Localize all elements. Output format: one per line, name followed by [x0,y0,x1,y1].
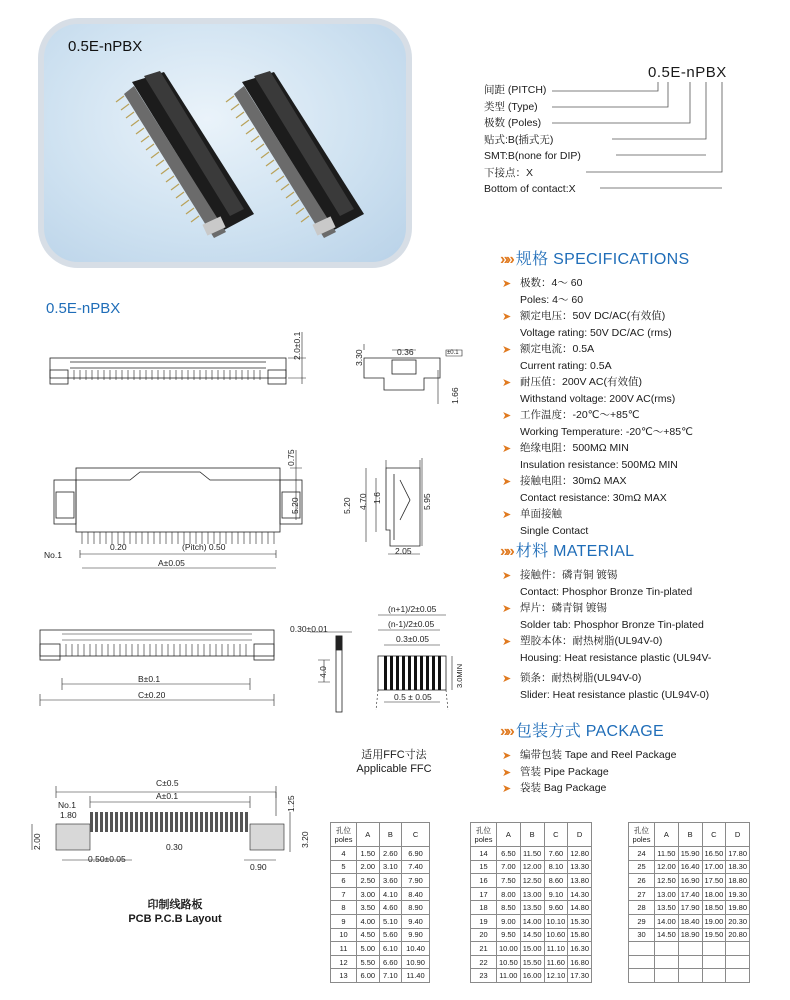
table-row: 11 5.00 6.10 10.40 [331,942,430,956]
triangle-arrow-icon: ➤ [502,410,512,422]
triangle-arrow-icon: ➤ [502,344,512,356]
triangle-arrow-icon: ➤ [502,377,512,389]
spec-item: ➤ 接触电阻：30mΩ MAX Contact resistance: 30mΩ MAX [502,475,667,504]
dim-label: C±0.5 [156,778,179,788]
front-view-drawing [50,332,306,384]
triangle-arrow-icon: ➤ [502,603,512,615]
top-view-drawing [54,450,302,568]
table-row: 9 4.00 5.10 9.40 [331,914,430,928]
dim-label: 1.25 [286,795,296,812]
table-row: 16 7.50 12.50 8.60 13.80 [471,874,592,888]
specifications-heading: »» 规格 SPECIFICATIONS [500,251,690,268]
dimension-table-1 [330,822,430,983]
table-header: A [357,823,380,847]
dim-label: 5.20 [290,497,300,514]
table-row: 20 9.50 14.50 10.60 15.80 [471,928,592,942]
triangle-arrow-icon: ➤ [502,443,512,455]
dim-label: 3.0MIN [455,663,464,688]
specifications-list [500,275,693,539]
table-header: 孔位 poles [471,823,497,847]
pcb-caption: 印制线路板 PCB P.C.B Layout [128,899,222,925]
dim-label: 0.36 [397,347,414,357]
material-item: ➤ 接触件：磷青铜 镀锡 Contact: Phosphor Bronze Tin-plated [502,569,693,598]
spec-item: ➤ 耐压值：200V AC(有效值) Withstand voltage: 200V AC(rms) [502,376,676,405]
dim-label: 0.20 [110,542,127,552]
triangle-arrow-icon: ➤ [502,783,512,795]
table-row: 15 7.00 12.00 8.10 13.30 [471,860,592,874]
dim-label: 0.3±0.05 [396,634,430,644]
dim-label: 0.30±0.01 [290,624,328,634]
table-header: B [678,823,702,847]
package-item: ➤ 袋装 Bag Package [500,780,676,797]
spec-item: ➤ 工作温度：-20℃～+85℃ Working Temperature: -20℃～+85℃ [502,409,693,438]
table-row: 8 3.50 4.60 8.90 [331,901,430,915]
dim-label: 0.5 ± 0.05 [394,692,432,702]
table-row: 24 11.50 15.90 16.50 17.80 [629,847,750,861]
dim-label: 0.50±0.05 [88,854,126,864]
table-row: 30 14.50 18.90 19.50 20.80 [629,928,750,942]
side-profile-drawing [366,458,422,554]
dim-label: 5.20 [342,497,352,514]
triangle-arrow-icon: ➤ [502,673,512,685]
pcb-pads [90,812,248,832]
table-header: A [655,823,679,847]
ffc-contacts [384,656,441,690]
dim-label: (Pitch) 0.50 [182,542,226,552]
triangle-arrow-icon: ➤ [502,509,512,521]
code-label: 类型 (Type) [484,100,538,113]
dim-label: (n+1)/2±0.05 [388,604,437,614]
dim-label: ±0.1 [447,350,459,356]
code-label: 间距 (PITCH) [484,84,547,96]
dim-label: 1.80 [60,810,77,820]
dim-label: 5.95 [422,493,432,510]
dimension-table-2 [470,822,592,983]
triangle-arrow-icon: ➤ [502,750,512,762]
table-row: 19 9.00 14.00 10.10 15.30 [471,914,592,928]
code-label: 贴式:B(插式无) [484,133,554,146]
model-code: 0.5E-nPBX [648,64,727,81]
spec-item: ➤ 额定电压：50V DC/AC(有效值) Voltage rating: 50V DC/AC (rms) [502,310,672,339]
code-label: 下接点：X [484,166,534,179]
table-header: C [702,823,726,847]
package-list [500,747,676,797]
material-item: ➤ 塑胶本体：耐热树脂(UL94V-0) Housing: Heat resistance plastic (UL94V- [502,635,712,664]
material-item: ➤ 锁条：耐热树脂(UL94V-0) Slider: Heat resistance plastic (UL94V-0) [502,672,710,701]
table-header: 孔位 poles [629,823,655,847]
dim-label: (n-1)/2±0.05 [388,619,435,629]
ffc-side-drawing [310,632,352,712]
dim-label: 0.30 [166,842,183,852]
package-item: ➤ 管装 Pipe Package [500,764,676,781]
triangle-arrow-icon: ➤ [502,476,512,488]
material-list [500,567,711,703]
dim-label: 1.6 [372,492,382,504]
dim-label: 1.66 [450,387,460,404]
code-label: SMT:B(none for DIP) [484,150,581,162]
table-row: 21 10.00 15.00 11.10 16.30 [471,942,592,956]
code-label: 极数 (Poles) [484,117,542,129]
dim-label: 2.05 [395,546,412,556]
pcb-layout-drawing [26,772,316,882]
dim-label: 3.20 [300,831,310,848]
dim-label: 4.70 [358,493,368,510]
table-row: 10 4.50 5.60 9.90 [331,928,430,942]
material-section [500,538,711,703]
dim-label: No.1 [44,550,62,560]
dim-label: No.1 [58,800,76,810]
dim-label: 2.0±0.1 [292,331,302,360]
dim-label: B±0.1 [138,674,161,684]
spec-item: ➤ 极数：4～ 60 Poles: 4～ 60 [502,277,584,306]
material-item: ➤ 焊片：磷青铜 镀锡 Solder tab: Phosphor Bronze Tin-plated [502,602,704,631]
table-header: C [402,823,430,847]
double-chevron-icon: »» [500,543,512,560]
triangle-arrow-icon: ➤ [502,570,512,582]
table-row [629,969,750,983]
table-header: 孔位 poles [331,823,357,847]
table-header: D [726,823,750,847]
dimension-table-3 [628,822,750,983]
photo-title: 0.5E-nPBX [68,38,143,55]
technical-drawings [0,310,480,800]
triangle-arrow-icon: ➤ [502,636,512,648]
double-chevron-icon: »» [500,723,512,740]
table-header: D [568,823,592,847]
dim-label: A±0.1 [156,791,179,801]
table-row: 7 3.00 4.10 8.40 [331,887,430,901]
table-row: 23 11.00 16.00 12.10 17.30 [471,969,592,983]
table-row: 12 5.50 6.60 10.90 [331,955,430,969]
table-row: 26 12.50 16.90 17.50 18.80 [629,874,750,888]
dim-label: 3.30 [354,349,364,366]
table-row: 18 8.50 13.50 9.60 14.80 [471,901,592,915]
spec-item: ➤ 绝缘电阻：500MΩ MIN Insulation resistance: 500MΩ MIN [502,442,678,471]
table-row: 6 2.50 3.60 7.90 [331,874,430,888]
table-row: 13 6.00 7.10 11.40 [331,969,430,983]
product-photo [44,24,406,262]
specifications-section [500,246,693,539]
ffc-caption: 适用FFC寸法 Applicable FFC [356,749,432,775]
dim-label: C±0.20 [138,690,166,700]
table-row: 14 6.50 11.50 7.60 12.80 [471,847,592,861]
package-heading: »» 包装方式 PACKAGE [500,723,665,740]
triangle-arrow-icon: ➤ [502,766,512,779]
table-row [629,942,750,956]
table-row: 4 1.50 2.60 6.90 [331,847,430,861]
table-header: A [497,823,521,847]
code-label: Bottom of contact:X [484,183,576,195]
triangle-arrow-icon: ➤ [502,311,512,323]
material-heading: »» 材料 MATERIAL [500,543,635,560]
spec-item: ➤ 单面接触 Single Contact [502,508,589,537]
part-title: 0.5E-nPBX [46,300,121,317]
dim-label: 0.75 [286,449,296,466]
table-row: 27 13.00 17.40 18.00 19.30 [629,887,750,901]
triangle-arrow-icon: ➤ [502,278,512,290]
dim-label: 0.90 [250,862,267,872]
model-code-leader-lines [540,76,740,196]
table-row: 25 12.00 16.40 17.00 18.30 [629,860,750,874]
double-chevron-icon: »» [500,251,512,268]
table-row: 28 13.50 17.90 18.50 19.80 [629,901,750,915]
dim-label: 2.00 [32,833,42,850]
package-section [500,718,676,797]
spec-item: ➤ 额定电流：0.5A Current rating: 0.5A [502,343,612,372]
product-photo-card [38,18,412,268]
table-row: 17 8.00 13.00 9.10 14.30 [471,887,592,901]
dim-label: A±0.05 [158,558,185,568]
table-row: 29 14.00 18.40 19.00 20.30 [629,914,750,928]
table-header: B [379,823,402,847]
table-header: B [520,823,544,847]
package-item: ➤ 编带包装 Tape and Reel Package [500,747,676,764]
table-row: 5 2.00 3.10 7.40 [331,860,430,874]
table-row: 22 10.50 15.50 11.60 16.80 [471,955,592,969]
connector-image [44,24,406,262]
table-header: C [544,823,568,847]
dim-label: 4.0 [318,666,328,678]
table-row [629,955,750,969]
